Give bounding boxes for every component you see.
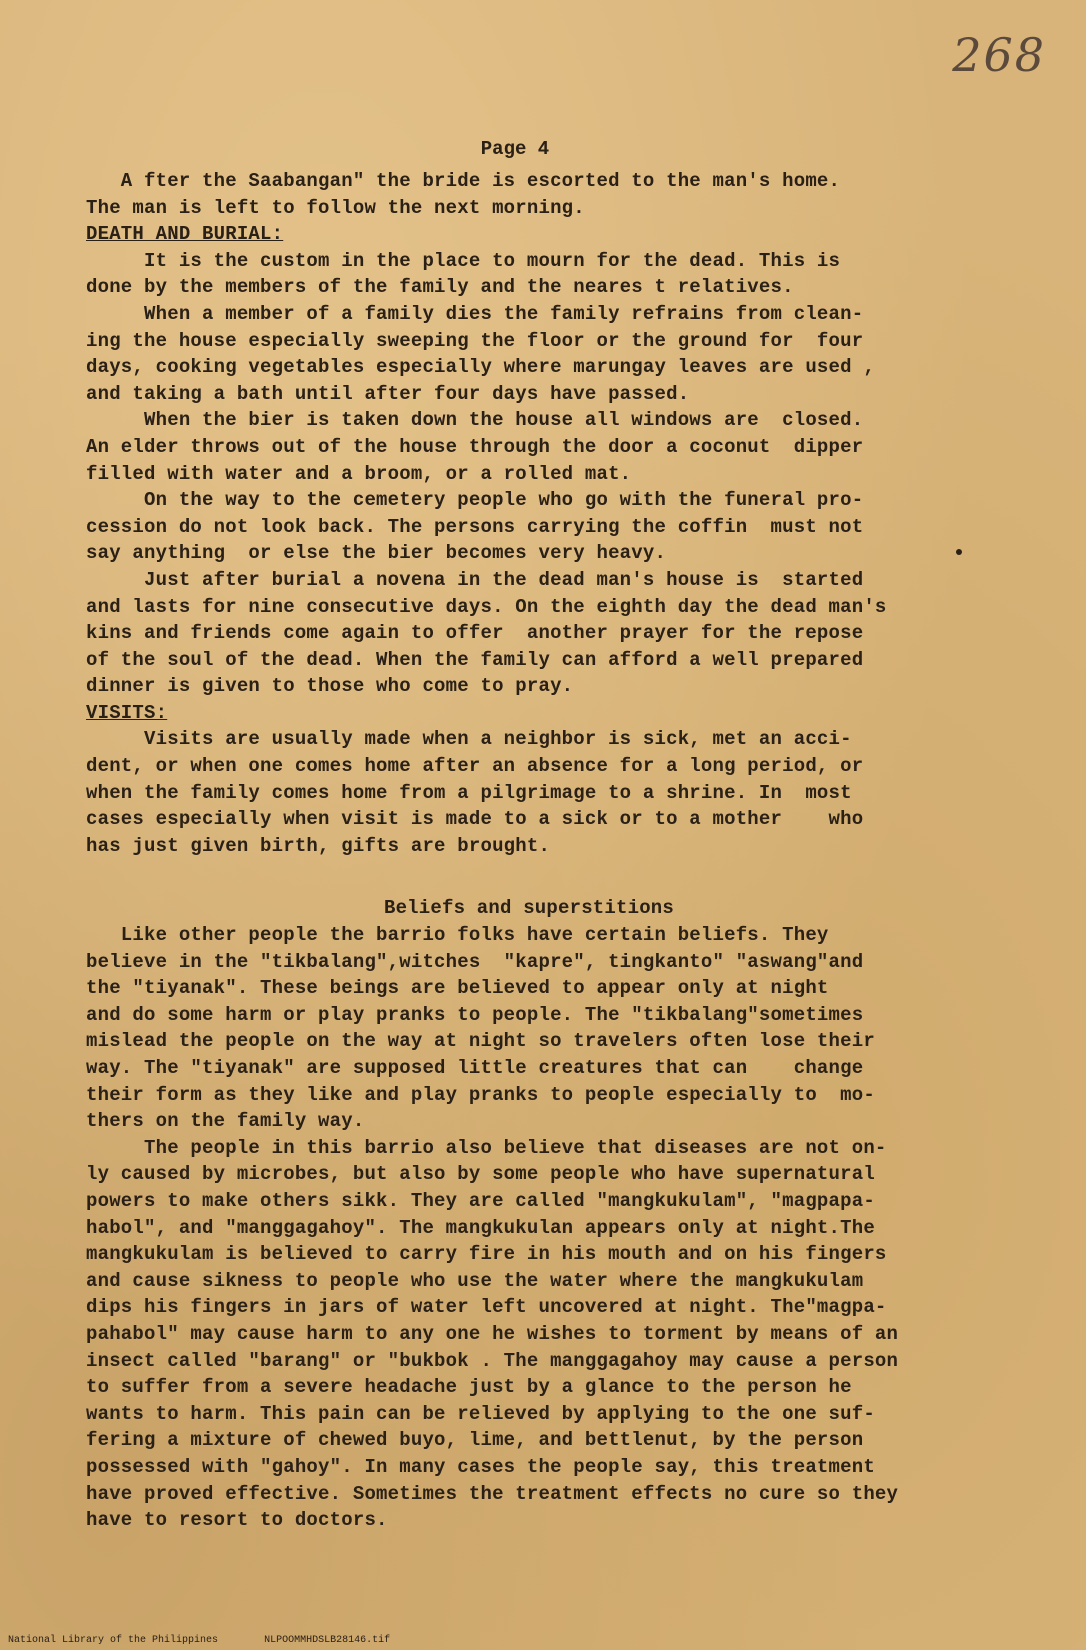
text-line: A fter the Saabangan" the bride is escorted to the man's home. [86,170,841,192]
text-line: cession do not look back. The persons carrying the coffin must not [86,515,864,538]
text-line: and cause sikness to people who use the water where the mangkukulam [86,1269,864,1292]
text-line: dinner is given to those who come to pray. [86,675,574,698]
text-line: The people in this barrio also believe that diseases are not on- [86,1136,887,1159]
text-line: mislead the people on the way at night so travelers often lose their [86,1030,875,1053]
text-line: way. The "tiyanak" are supposed little creatures that can change [86,1057,864,1079]
text-block-customs [86,168,992,859]
text-line: say anything or else the bier becomes very heavy. [86,542,667,565]
text-line: mangkukulam is believed to carry fire in his mouth and on his fingers [86,1243,887,1266]
text-line: ly caused by microbes, but also by some people who have supernatural [86,1163,875,1186]
text-line: of the soul of the dead. When the family can afford a well prepared [86,648,864,671]
text-line: fering a mixture of chewed buyo, lime, and bettlenut, by the person [86,1429,864,1452]
text-line: and taking a bath until after four days have passed. [86,382,690,405]
text-line: kins and friends come again to offer another prayer for the repose [86,622,864,645]
footer-library: National Library of the Philippines [8,1635,219,1646]
text-line: their form as they like and play pranks to people especially to mo- [86,1083,875,1106]
text-line: thers on the family way. [86,1110,365,1133]
text-line: has just given birth, gifts are brought. [86,834,551,857]
footer [8,1635,1078,1646]
handwritten-page-number: 268 [952,28,1046,82]
text-line: pahabol" may cause harm to any one he wishes to torment by means of an [86,1322,899,1345]
text-line: Like other people the barrio folks have certain beliefs. They [86,924,829,947]
text-line: insect called "barang" or "bukbok . The manggagahoy may cause a person [86,1349,899,1372]
footer-file-id: NLPOOMMHDSLB28146.tif [264,1635,391,1646]
text-line: powers to make others sikk. They are called "mangkukulam", "magpapa- [86,1189,875,1212]
text-line: done by the members of the family and the neares t relatives. [86,276,794,299]
text-line: The man is left to follow the next morning. [86,196,585,219]
text-line: dent, or when one comes home after an absence for a long period, or [86,755,864,778]
text-line: and lasts for nine consecutive days. On the eighth day the dead man's [86,595,887,618]
text-line: days, cooking vegetables especially where marungay leaves are used , [86,356,875,379]
text-line: believe in the "tikbalang",witches "kapre", tingkanto" "aswang"and [86,950,864,973]
text-line: habol", and "manggagahoy". The mangkukulan appears only at night.The [86,1216,875,1239]
spacer [86,859,992,895]
page-header: Page 4 [480,138,550,160]
text-line: and do some harm or play pranks to people. The "tikbalang"sometimes [86,1003,864,1026]
text-line: cases especially when visit is made to a sick or to a mother who [86,808,864,831]
text-line: When the bier is taken down the house all windows are closed. [86,409,864,432]
text-line: ing the house especially sweeping the floor or the ground for four [86,329,864,352]
text-line: On the way to the cemetery people who go with the funeral pro- [86,489,864,512]
text-line: possessed with "gahoy". In many cases the people say, this treatment [86,1455,875,1478]
section-heading: DEATH AND BURIAL: [86,223,284,246]
section-heading: VISITS: [86,701,168,724]
text-block-beliefs [86,922,992,1534]
text-line: dips his fingers in jars of water left uncovered at night. The"magpa- [86,1296,887,1319]
text-line: wants to harm. This pain can be relieved by applying to the one suf- [86,1402,875,1425]
text-line: have to resort to doctors. [86,1509,388,1532]
text-line: An elder throws out of the house through the door a coconut dipper [86,435,864,458]
document-body [86,168,992,1534]
text-line: the "tiyanak". These beings are believed to appear only at night [86,977,829,1000]
text-line: It is the custom in the place to mourn for the dead. This is [86,249,841,272]
text-line: to suffer from a severe headache just by a glance to the person he [86,1376,852,1399]
ink-speck [956,549,962,555]
text-line: When a member of a family dies the family refrains from clean- [86,302,864,325]
text-line: Just after burial a novena in the dead man's house is started [86,568,864,591]
text-line: filled with water and a broom, or a rolled mat. [86,462,632,485]
text-line: when the family comes home from a pilgrimage to a shrine. In most [86,781,852,804]
text-line: Visits are usually made when a neighbor is sick, met an acci- [86,728,852,751]
text-line: have proved effective. Sometimes the treatment effects no cure so they [86,1482,899,1505]
section-title: Beliefs and superstitions [383,897,675,920]
